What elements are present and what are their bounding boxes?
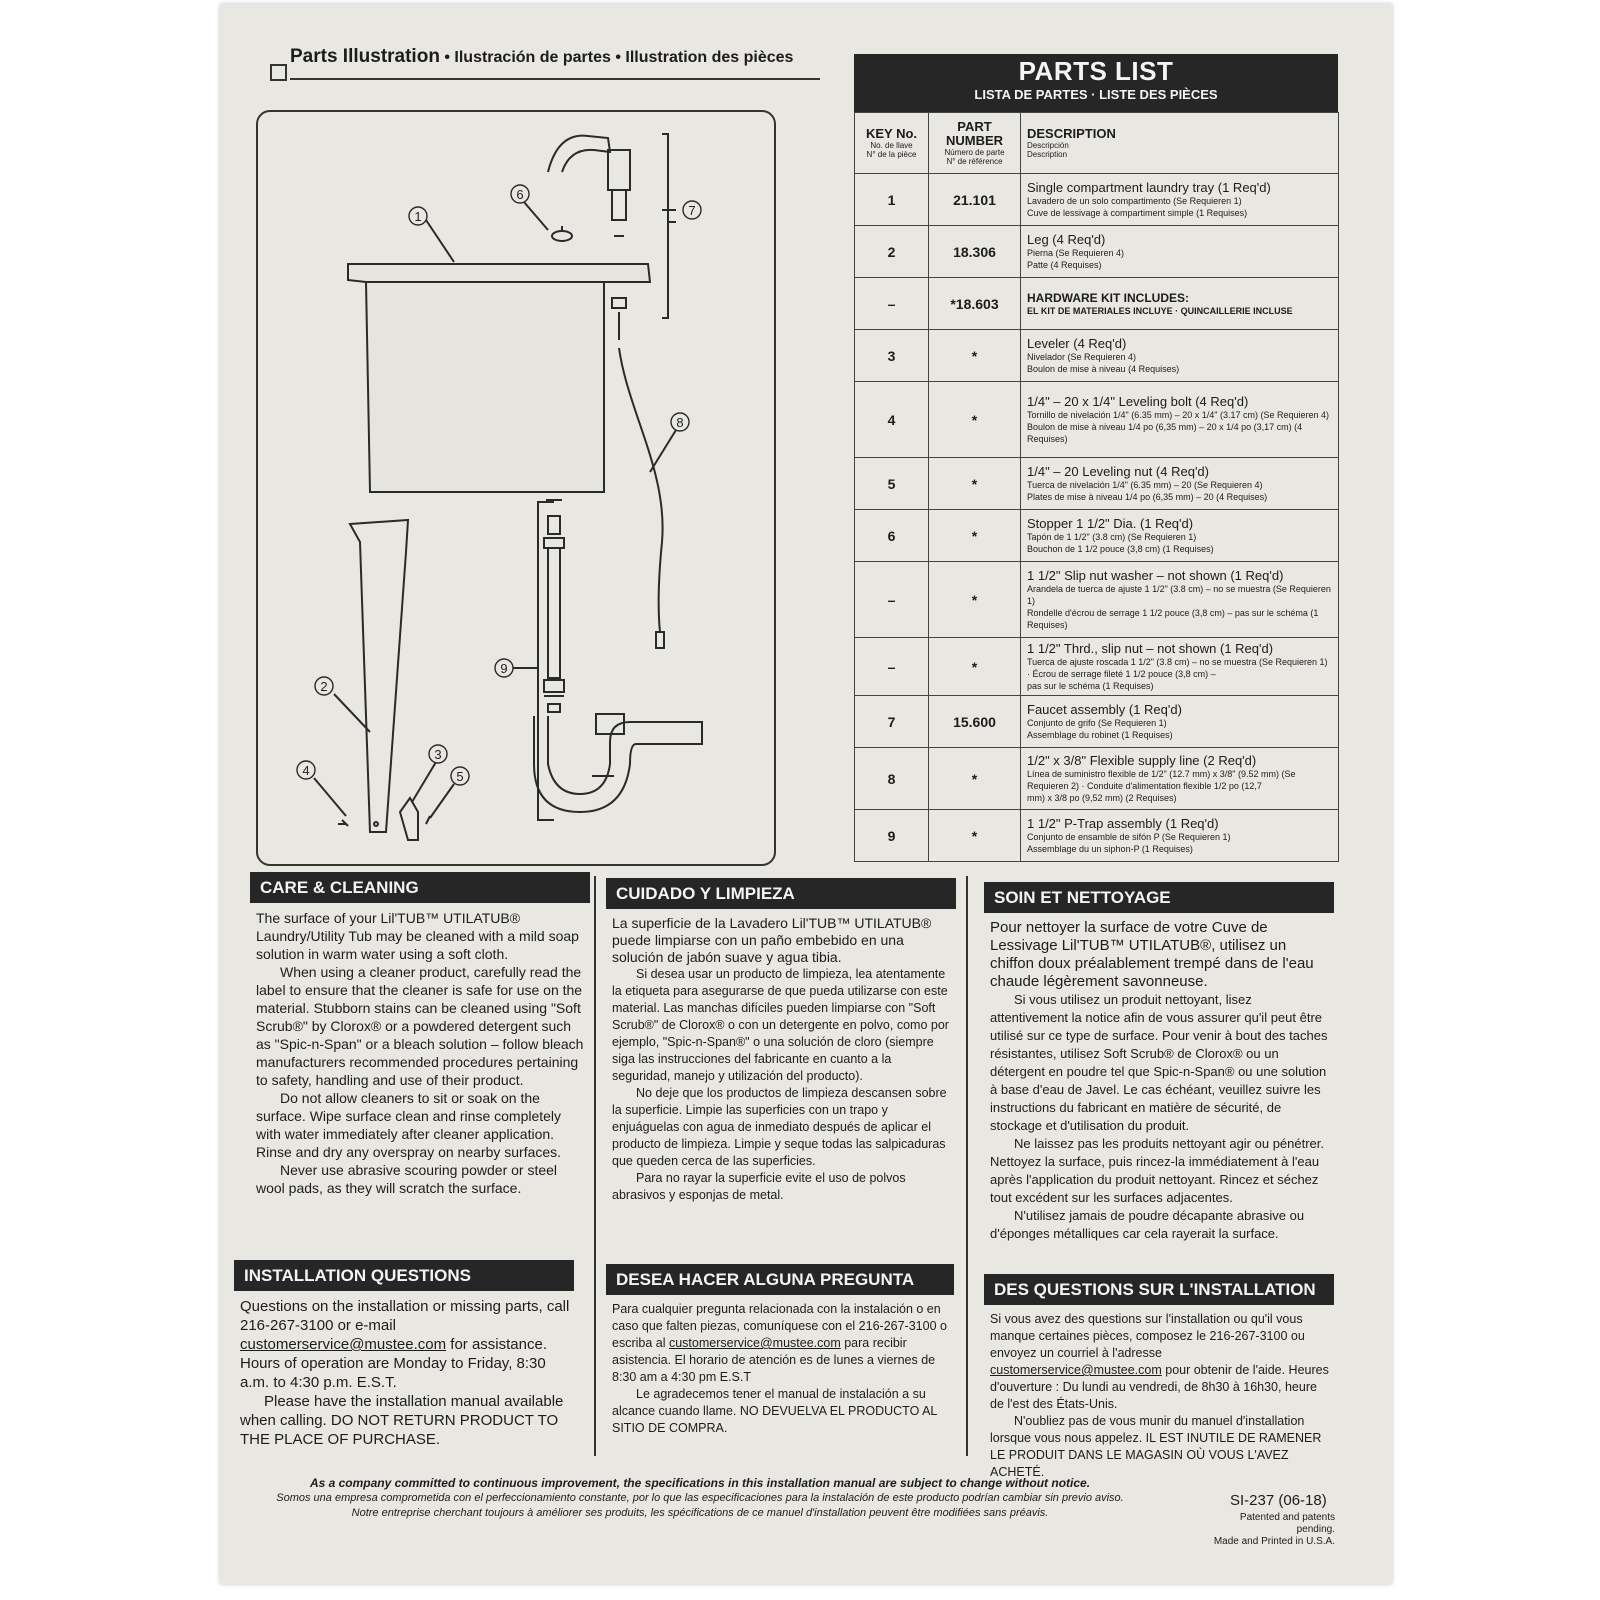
description-fr: Boulon de mise à niveau 1/4 po (6,35 mm) – 20 x 1/4 po (3,17 cm) (4 Requises) <box>1027 422 1303 444</box>
parts-row <box>855 330 1339 382</box>
made-in-line: Made and Printed in U.S.A. <box>1213 1536 1335 1547</box>
callout-6: 6 <box>516 187 524 202</box>
key-number: 9 <box>855 810 929 862</box>
soin-paragraph: Pour nettoyer la surface de votre Cuve de Lessivage Lil'TUB™ UTILATUB®, utilisez un chiffon doux préalablement trempé dans de l'eau chaude légèrement savonneuse. <box>990 919 1314 990</box>
description-fr: pas sur le schéma (1 Requises) <box>1027 681 1154 691</box>
parts-list-subtitle: LISTA DE PARTES · LISTE DES PIÈCES <box>974 87 1218 102</box>
questions-installation-fr-text <box>984 1305 1334 1481</box>
part-description <box>1021 696 1339 748</box>
description-fr: Plates de mise à niveau 1/4 po (6,35 mm) – 20 (4 Requises) <box>1027 492 1268 502</box>
soin-nettoyage-heading: SOIN ET NETTOYAGE <box>984 882 1334 913</box>
pregunta-paragraph: Para cualquier pregunta relacionada con la instalación o en caso que falten piezas, comuníquese con el 216-267-3100 o escriba al customerservice@mustee.com para recibir asistencia. El horario de atención es de lunes a viernes de 8:30 am a 4:30 pm E.S.T <box>612 1302 947 1384</box>
installation-questions-section <box>234 1260 574 1449</box>
description-en: Single compartment laundry tray (1 Req'd) <box>1027 180 1271 195</box>
part-number: * <box>929 330 1021 382</box>
part-number: 15.600 <box>929 696 1021 748</box>
footer-es: Somos una empresa comprometida con el perfeccionamiento constante, por lo que las especificaciones para la instalación de este producto podrían cambiar sin previo aviso. <box>276 1492 1124 1504</box>
description-en: 1/4" – 20 x 1/4" Leveling bolt (4 Req'd) <box>1027 394 1249 409</box>
install-paragraph: Questions on the installation or missing parts, call 216-267-3100 or e-mail customerservice@mustee.com for assistance. Hours of operation are Monday to Friday, 8:30 a.m. to 4:30 p.m. E.S.T. <box>240 1298 570 1391</box>
callout-8: 8 <box>676 415 684 430</box>
document-number: SI-237 (06-18) <box>1230 1492 1327 1509</box>
exploded-diagram <box>258 112 774 864</box>
part-description <box>1021 382 1339 458</box>
care-cleaning-section <box>250 872 590 1197</box>
part-number: * <box>929 510 1021 562</box>
parts-row <box>855 810 1339 862</box>
part-number: * <box>929 382 1021 458</box>
description-en: Leveler (4 Req'd) <box>1027 336 1127 351</box>
parts-table <box>854 112 1339 862</box>
key-number: 4 <box>855 382 929 458</box>
key-number: – <box>855 638 929 696</box>
installation-questions-text <box>234 1291 574 1449</box>
footer-fr: Notre entreprise cherchant toujours à améliorer ses produits, les spécifications de ce manuel d'installation peuvent être modifiées sans préavis. <box>351 1507 1049 1519</box>
footer-notice <box>250 1476 1150 1521</box>
pregunta-text <box>606 1295 954 1437</box>
parts-row <box>855 638 1339 696</box>
instruction-sheet <box>220 4 1392 1584</box>
key-number: – <box>855 278 929 330</box>
illustration-title-fr: • Illustration des pièces <box>610 49 794 66</box>
description-fr: Boulon de mise à niveau (4 Requises) <box>1027 364 1180 374</box>
description-es: EL KIT DE MATERIALES INCLUYE · QUINCAILLERIE INCLUSE <box>1027 305 1293 316</box>
description-es: Pierna (Se Requieren 4) <box>1027 248 1125 258</box>
description-fr: Patte (4 Requises) <box>1027 260 1102 270</box>
description-en: Faucet assembly (1 Req'd) <box>1027 702 1182 717</box>
soin-paragraph: Ne laissez pas les produits nettoyant agir ou pénétrer. Nettoyez la surface, puis rincez-la immédiatement à l'eau après l'application du produit nettoyant. Rincez et séchez tout excédent sur les surfaces adjacentes. <box>990 1136 1325 1205</box>
parts-list-title: PARTS LIST <box>1018 56 1174 86</box>
soin-nettoyage-text <box>984 913 1334 1243</box>
parts-row <box>855 382 1339 458</box>
soin-paragraph: Si vous utilisez un produit nettoyant, lisez attentivement la notice afin de vous assurer qu'il peut être utilisé sur ce type de surface. Pour venir à bout des taches résistantes, utilisez Soft Scrub® de Clorox® ou un détergent en poudre tel que Spic-n-Span® ou une solution à base d'eau de Javel. Le cas échéant, veuillez suivre les instructions du fabricant en matière de sécurité, de stockage et d'utilisation du produit. <box>990 992 1328 1133</box>
part-description <box>1021 638 1339 696</box>
key-number: 3 <box>855 330 929 382</box>
illustration-title-en: Parts Illustration <box>290 46 440 67</box>
part-description <box>1021 510 1339 562</box>
part-description <box>1021 226 1339 278</box>
part-description <box>1021 330 1339 382</box>
description-fr: Rondelle d'écrou de serrage 1 1/2 pouce (3,8 cm) – pas sur le schéma (1 Requises) <box>1027 608 1319 630</box>
column-divider <box>966 876 968 1456</box>
parts-row <box>855 278 1339 330</box>
description-fr: Cuve de lessivage à compartiment simple (1 Requises) <box>1027 208 1248 218</box>
description-en: Stopper 1 1/2" Dia. (1 Req'd) <box>1027 516 1194 531</box>
description-en: Leg (4 Req'd) <box>1027 232 1106 247</box>
soin-paragraph: N'utilisez jamais de poudre décapante abrasive ou d'éponges métalliques car cela rayerait la surface. <box>990 1208 1305 1241</box>
description-es: Conjunto de grifo (Se Requieren 1) <box>1027 718 1167 728</box>
care-paragraph: Never use abrasive scouring powder or steel wool pads, as they will scratch the surface. <box>256 1162 558 1196</box>
patent-line: Patented and patents pending. <box>1239 1512 1335 1535</box>
cuidado-paragraph: La superficie de la Lavadero Lil'TUB™ UTILATUB® puede limpiarse con un paño embebido en una solución de jabón suave y agua tibia. <box>612 915 932 965</box>
description-es: Tuerca de nivelación 1/4" (6.35 mm) – 20 (Se Requieren 4) <box>1027 480 1263 490</box>
parts-row <box>855 226 1339 278</box>
parts-row <box>855 510 1339 562</box>
description-fr: Assemblage du robinet (1 Requises) <box>1027 730 1173 740</box>
section-marker-icon <box>270 64 287 81</box>
cuidado-paragraph: Si desea usar un producto de limpieza, lea atentamente la etiqueta para asegurarse de que pueda utilizarse con este material. Las manchas difíciles pueden limpiarse con "Soft Scrub®" de Clorox® o con un detergente en polvo, como por ejemplo, "Spic-n-Span®" o una solución de cloro (siempre siga las instrucciones del fabricante en cuanto a la seguridad, manejo y utilización del producto). <box>612 967 949 1083</box>
description-es: Conjunto de ensamble de sifón P (Se Requieren 1) <box>1027 832 1231 842</box>
email-link-es[interactable]: customerservice@mustee.com <box>668 1336 841 1350</box>
col-part-number: PART NUMBER Número de parte N° de référence <box>929 113 1021 174</box>
part-number: * <box>929 748 1021 810</box>
key-number: 8 <box>855 748 929 810</box>
part-number: * <box>929 810 1021 862</box>
callout-5: 5 <box>456 769 464 784</box>
parts-table-header <box>855 113 1339 174</box>
part-description <box>1021 458 1339 510</box>
parts-row <box>855 174 1339 226</box>
part-description <box>1021 748 1339 810</box>
description-fr: Bouchon de 1 1/2 pouce (3,8 cm) (1 Requises) <box>1027 544 1214 554</box>
description-es: Tuerca de ajuste roscada 1 1/2" (3.8 cm) – no se muestra (Se Requieren 1) · Écrou de serrage fileté 1 1/2 pouce (3,8 cm) – <box>1027 657 1328 679</box>
care-paragraph: When using a cleaner product, carefully read the label to ensure that the cleaner is safe for use on the material. Stubborn stains can be cleaned using "Soft Scrub®" by Clorox® or a powdered detergent such as "Spic-n-Span" or a bleach solution – follow bleach manufacturers recommended procedures pertaining to safety, handling and use of their product. <box>256 964 584 1088</box>
part-description <box>1021 278 1339 330</box>
description-fr: mm) x 3/8 po (9,52 mm) (2 Requises) <box>1027 793 1177 803</box>
email-link[interactable]: customerservice@mustee.com <box>240 1336 447 1353</box>
pregunta-section <box>606 1264 954 1437</box>
key-number: 5 <box>855 458 929 510</box>
part-number: 18.306 <box>929 226 1021 278</box>
parts-list <box>854 54 1338 862</box>
callout-3: 3 <box>434 747 442 762</box>
part-number: *18.603 <box>929 278 1021 330</box>
col-key-no: KEY No. No. de llave N° de la pièce <box>855 113 929 174</box>
description-es: Tapón de 1 1/2" (3.8 cm) (Se Requieren 1) <box>1027 532 1197 542</box>
parts-row <box>855 562 1339 638</box>
cuidado-limpieza-section <box>606 878 956 1204</box>
care-cleaning-text <box>250 903 590 1197</box>
callout-2: 2 <box>320 679 328 694</box>
soin-nettoyage-section <box>984 882 1334 1243</box>
part-description <box>1021 562 1339 638</box>
parts-list-banner <box>854 54 1338 112</box>
key-number: 6 <box>855 510 929 562</box>
description-en: 1 1/2" Thrd., slip nut – not shown (1 Req'd) <box>1027 641 1274 656</box>
description-es: Línea de suministro flexible de 1/2" (12.7 mm) x 3/8" (9.52 mm) (Se Requieren 2) · Conduite d'alimentation flexible 1/2 po (12,7 <box>1027 769 1296 791</box>
description-es: Nivelador (Se Requieren 4) <box>1027 352 1137 362</box>
description-es: Arandela de tuerca de ajuste 1 1/2" (3.8 cm) – no se muestra (Se Requieren 1) <box>1027 584 1331 606</box>
parts-row <box>855 458 1339 510</box>
description-en: HARDWARE KIT INCLUDES: <box>1027 290 1189 305</box>
description-en: 1/4" – 20 Leveling nut (4 Req'd) <box>1027 464 1209 479</box>
care-paragraph: Do not allow cleaners to sit or soak on the surface. Wipe surface clean and rinse completely with water immediately after cleaner application. Rinse and dry any overspray on nearby surfaces. <box>256 1090 562 1160</box>
care-paragraph: The surface of your Lil'TUB™ UTILATUB® Laundry/Utility Tub may be cleaned with a mild soap solution in warm water using a soft cloth. <box>256 910 579 962</box>
cuidado-paragraph: No deje que los productos de limpieza descansen sobre la superficie. Limpie las superficies con un trapo y enjuáguelas con agua de inmediato después de aplicar el producto de limpieza. Limpie y seque todas las salpicaduras que queden cerca de las superficies. <box>612 1086 947 1168</box>
callout-4: 4 <box>302 763 310 778</box>
footer-en: As a company committed to continuous improvement, the specifications in this installation manual are subject to change without notice. <box>309 1476 1091 1490</box>
email-link-fr[interactable]: customerservice@mustee.com <box>990 1363 1162 1377</box>
illustration-title-es: • Ilustración de partes <box>439 49 611 66</box>
key-number: – <box>855 562 929 638</box>
col-description: DESCRIPTION Descripción Description <box>1021 113 1339 174</box>
key-number: 2 <box>855 226 929 278</box>
install-paragraph: Please have the installation manual available when calling. DO NOT RETURN PRODUCT TO THE PLACE OF PURCHASE. <box>240 1393 564 1448</box>
title-underline <box>290 78 820 80</box>
questions-fr-paragraph: Si vous avez des questions sur l'installation ou qu'il vous manque certaines pièces, composez le 216-267-3100 ou envoyez un courriel à l'adresse customerservice@mustee.com pour obtenir de l'aide. Heures d'ouverture : Du lundi au vendredi, de 8h30 à 16h30, heure de l'est des États-Unis. <box>990 1312 1329 1411</box>
part-number: 21.101 <box>929 174 1021 226</box>
questions-installation-fr-heading: DES QUESTIONS SUR L'INSTALLATION <box>984 1274 1334 1305</box>
key-number: 1 <box>855 174 929 226</box>
callout-9: 9 <box>500 661 508 676</box>
description-es: Tornillo de nivelación 1/4" (6.35 mm) – 20 x 1/4" (3.17 cm) (Se Requieren 4) <box>1027 410 1330 420</box>
part-number: * <box>929 458 1021 510</box>
care-cleaning-heading: CARE & CLEANING <box>250 872 590 903</box>
description-fr: Assemblage du un siphon-P (1 Requises) <box>1027 844 1193 854</box>
part-description <box>1021 174 1339 226</box>
questions-fr-paragraph: N'oubliez pas de vous munir du manuel d'installation lorsque vous nous appelez. IL EST INUTILE DE RAMENER LE PRODUIT DANS LE MAGASIN OÙ VOUS L'AVEZ ACHETÉ. <box>990 1414 1322 1479</box>
cuidado-limpieza-text <box>606 909 956 1204</box>
callout-1: 1 <box>414 209 422 224</box>
patent-notice <box>1205 1512 1335 1548</box>
part-description <box>1021 810 1339 862</box>
parts-illustration <box>256 110 776 866</box>
description-en: 1 1/2" P-Trap assembly (1 Req'd) <box>1027 816 1219 831</box>
part-number: * <box>929 638 1021 696</box>
cuidado-paragraph: Para no rayar la superficie evite el uso de polvos abrasivos y esponjas de metal. <box>612 1171 906 1202</box>
callout-7: 7 <box>688 203 696 218</box>
pregunta-paragraph: Le agradecemos tener el manual de instalación a su alcance cuando llame. NO DEVUELVA EL PRODUCTO AL SITIO DE COMPRA. <box>612 1387 937 1435</box>
parts-row <box>855 696 1339 748</box>
key-number: 7 <box>855 696 929 748</box>
column-divider <box>594 876 596 1456</box>
pregunta-heading: DESEA HACER ALGUNA PREGUNTA <box>606 1264 954 1295</box>
description-es: Lavadero de un solo compartimento (Se Requieren 1) <box>1027 196 1242 206</box>
parts-row <box>855 748 1339 810</box>
questions-installation-fr-section <box>984 1274 1334 1481</box>
part-number: * <box>929 562 1021 638</box>
parts-illustration-title <box>290 46 793 68</box>
cuidado-limpieza-heading: CUIDADO Y LIMPIEZA <box>606 878 956 909</box>
description-en: 1/2" x 3/8" Flexible supply line (2 Req'd) <box>1027 753 1257 768</box>
installation-questions-heading: INSTALLATION QUESTIONS <box>234 1260 574 1291</box>
description-en: 1 1/2" Slip nut washer – not shown (1 Req'd) <box>1027 568 1284 583</box>
